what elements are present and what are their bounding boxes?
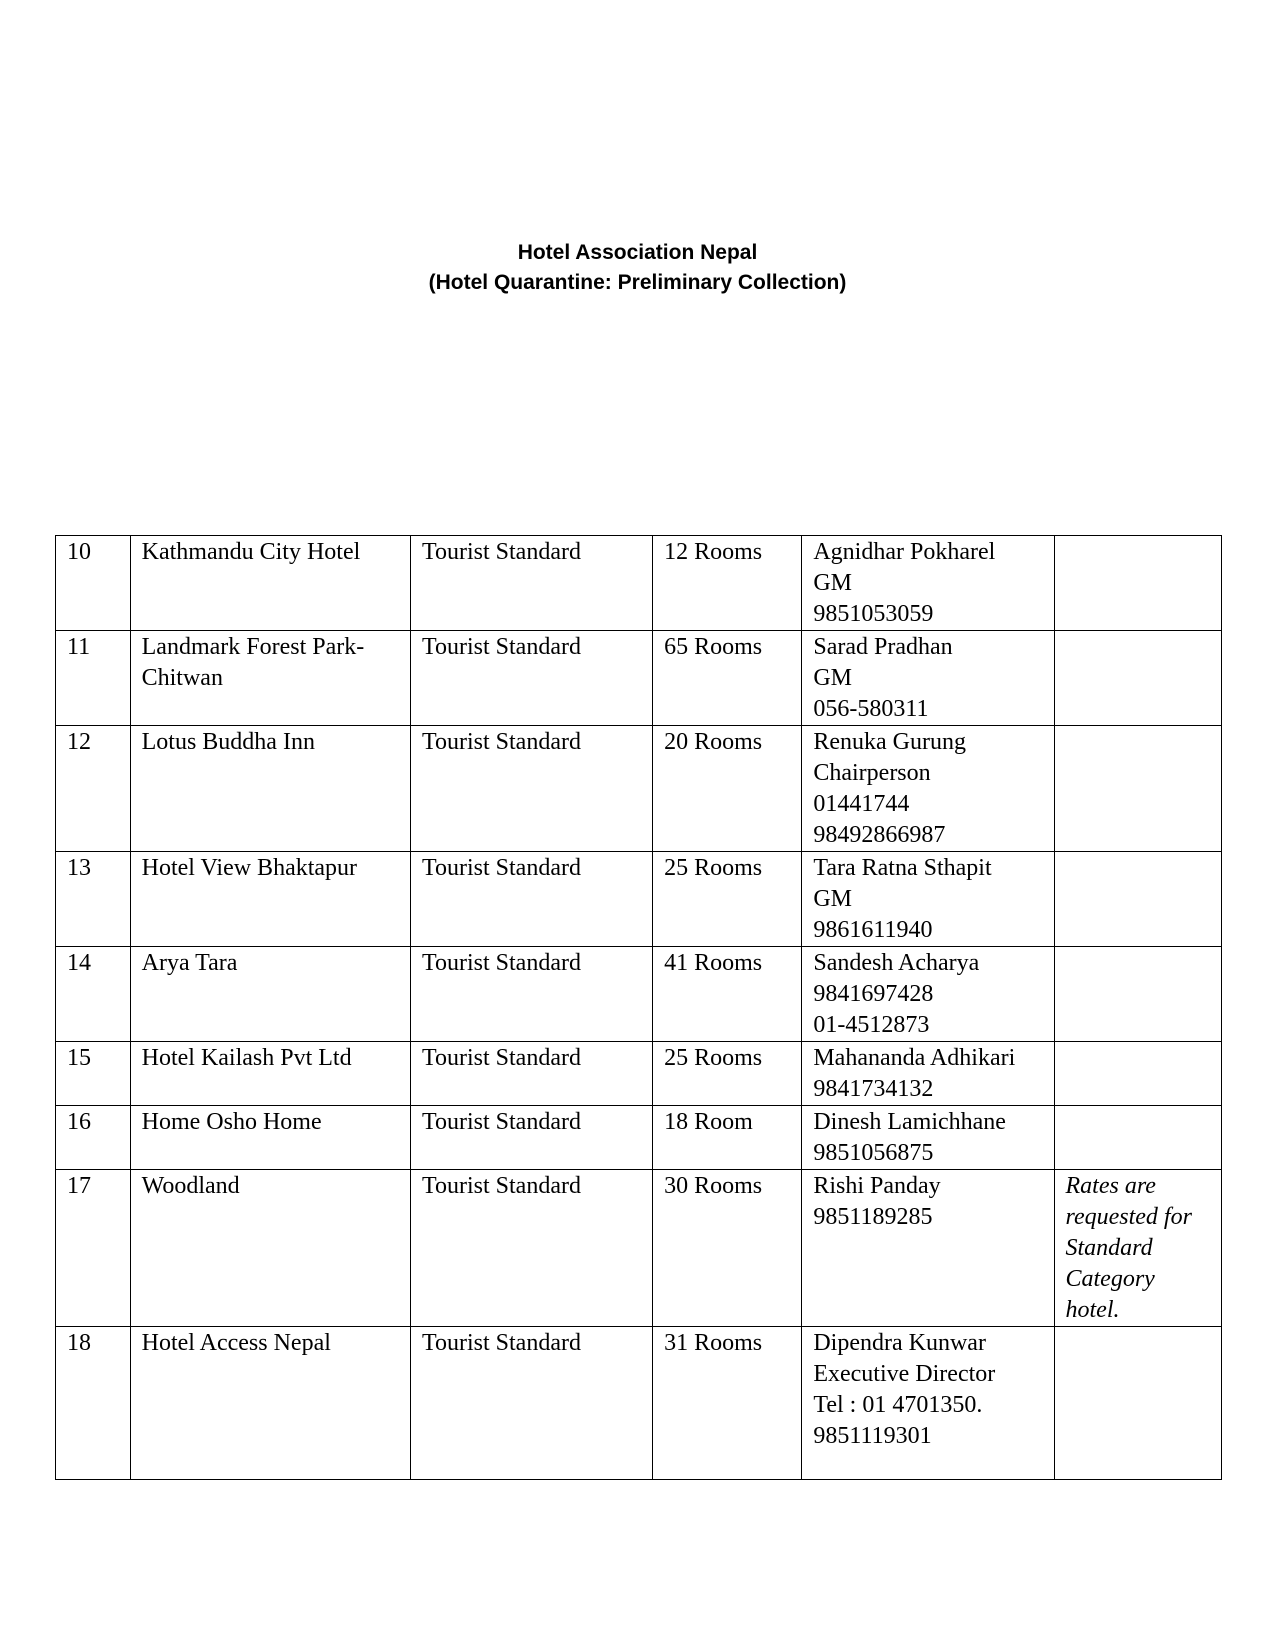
contact-line: Executive Director bbox=[813, 1361, 996, 1387]
contact-line: GM bbox=[813, 886, 853, 912]
contact-line: 9851119301 bbox=[813, 1423, 932, 1449]
rooms-cell: 31 Rooms bbox=[653, 1327, 802, 1480]
contact-line: Dinesh Lamichhane bbox=[813, 1109, 1006, 1135]
serial-number-cell: 12 bbox=[56, 726, 131, 852]
hotel-name-cell: Kathmandu City Hotel bbox=[130, 536, 410, 631]
rooms-cell: 12 Rooms bbox=[653, 536, 802, 631]
contact-line: 9851056875 bbox=[813, 1140, 934, 1166]
table-row bbox=[56, 1327, 1222, 1480]
contact-cell bbox=[802, 947, 1054, 1042]
hotel-name-cell: Landmark Forest Park-Chitwan bbox=[130, 631, 410, 726]
category-cell: Tourist Standard bbox=[411, 631, 653, 726]
remarks-cell bbox=[1054, 1327, 1222, 1480]
contact-line: 056-580311 bbox=[813, 696, 929, 722]
contact-line: 9851189285 bbox=[813, 1204, 933, 1230]
category-cell: Tourist Standard bbox=[411, 947, 653, 1042]
serial-number-cell: 10 bbox=[56, 536, 131, 631]
serial-number-cell: 17 bbox=[56, 1170, 131, 1327]
contact-cell bbox=[802, 536, 1054, 631]
contact-line: Sandesh Acharya bbox=[813, 950, 980, 976]
contact-line: Sarad Pradhan bbox=[813, 634, 953, 660]
table-row bbox=[56, 536, 1222, 631]
contact-line: Tara Ratna Sthapit bbox=[813, 855, 992, 881]
category-cell: Tourist Standard bbox=[411, 1106, 653, 1170]
serial-number-cell: 13 bbox=[56, 852, 131, 947]
serial-number-cell: 14 bbox=[56, 947, 131, 1042]
hotel-name-cell: Hotel Kailash Pvt Ltd bbox=[130, 1042, 410, 1106]
contact-cell bbox=[802, 726, 1054, 852]
rooms-cell: 30 Rooms bbox=[653, 1170, 802, 1327]
contact-line: GM bbox=[813, 665, 853, 691]
category-cell: Tourist Standard bbox=[411, 1042, 653, 1106]
hotel-table bbox=[55, 535, 1222, 1480]
table-row bbox=[56, 852, 1222, 947]
rooms-cell: 25 Rooms bbox=[653, 852, 802, 947]
table-row bbox=[56, 726, 1222, 852]
remarks-cell bbox=[1054, 726, 1222, 852]
table-row bbox=[56, 1106, 1222, 1170]
contact-cell bbox=[802, 1106, 1054, 1170]
contact-line: GM bbox=[813, 570, 853, 596]
serial-number-cell: 16 bbox=[56, 1106, 131, 1170]
table-row bbox=[56, 1042, 1222, 1106]
contact-cell bbox=[802, 1042, 1054, 1106]
contact-line: Agnidhar Pokharel bbox=[813, 539, 996, 565]
contact-line: 9861611940 bbox=[813, 917, 933, 943]
serial-number-cell: 18 bbox=[56, 1327, 131, 1480]
hotel-name-cell: Hotel Access Nepal bbox=[130, 1327, 410, 1480]
remarks-cell bbox=[1054, 1106, 1222, 1170]
rooms-cell: 18 Room bbox=[653, 1106, 802, 1170]
contact-line: 9841697428 bbox=[813, 981, 934, 1007]
rooms-cell: 65 Rooms bbox=[653, 631, 802, 726]
document-title: Hotel Association Nepal bbox=[517, 241, 758, 264]
contact-cell bbox=[802, 631, 1054, 726]
rooms-cell: 25 Rooms bbox=[653, 1042, 802, 1106]
rooms-cell: 20 Rooms bbox=[653, 726, 802, 852]
contact-line: Mahananda Adhikari bbox=[813, 1045, 1016, 1071]
hotel-name-cell: Lotus Buddha Inn bbox=[130, 726, 410, 852]
contact-line: 9841734132 bbox=[813, 1076, 934, 1102]
contact-line: Rishi Panday bbox=[813, 1173, 941, 1199]
rooms-cell: 41 Rooms bbox=[653, 947, 802, 1042]
remarks-cell bbox=[1054, 947, 1222, 1042]
contact-line: 98492866987 bbox=[813, 822, 946, 848]
remarks-cell bbox=[1054, 536, 1222, 631]
contact-line: Renuka Gurung bbox=[813, 729, 966, 755]
table-row bbox=[56, 1170, 1222, 1327]
contact-cell bbox=[802, 1170, 1054, 1327]
serial-number-cell: 11 bbox=[56, 631, 131, 726]
category-cell: Tourist Standard bbox=[411, 1170, 653, 1327]
hotel-table-body bbox=[56, 536, 1222, 1480]
contact-line: Dipendra Kunwar bbox=[813, 1330, 986, 1356]
document-header bbox=[0, 238, 1275, 298]
contact-cell bbox=[802, 1327, 1054, 1480]
contact-line: 01441744 bbox=[813, 791, 910, 817]
document-subtitle: (Hotel Quarantine: Preliminary Collection) bbox=[428, 271, 847, 294]
contact-line: 9851053059 bbox=[813, 601, 934, 627]
serial-number-cell: 15 bbox=[56, 1042, 131, 1106]
hotel-name-cell: Home Osho Home bbox=[130, 1106, 410, 1170]
hotel-name-cell: Hotel View Bhaktapur bbox=[130, 852, 410, 947]
category-cell: Tourist Standard bbox=[411, 1327, 653, 1480]
table-row bbox=[56, 947, 1222, 1042]
contact-line: Chairperson bbox=[813, 760, 931, 786]
remarks-cell: Rates are requested for Standard Category hotel. bbox=[1054, 1170, 1222, 1327]
contact-line: 01-4512873 bbox=[813, 1012, 930, 1038]
hotel-name-cell: Woodland bbox=[130, 1170, 410, 1327]
remarks-cell bbox=[1054, 852, 1222, 947]
category-cell: Tourist Standard bbox=[411, 852, 653, 947]
contact-cell bbox=[802, 852, 1054, 947]
contact-line: Tel : 01 4701350. bbox=[813, 1392, 983, 1418]
table-row bbox=[56, 631, 1222, 726]
category-cell: Tourist Standard bbox=[411, 536, 653, 631]
hotel-name-cell: Arya Tara bbox=[130, 947, 410, 1042]
category-cell: Tourist Standard bbox=[411, 726, 653, 852]
remarks-cell bbox=[1054, 631, 1222, 726]
remarks-cell bbox=[1054, 1042, 1222, 1106]
